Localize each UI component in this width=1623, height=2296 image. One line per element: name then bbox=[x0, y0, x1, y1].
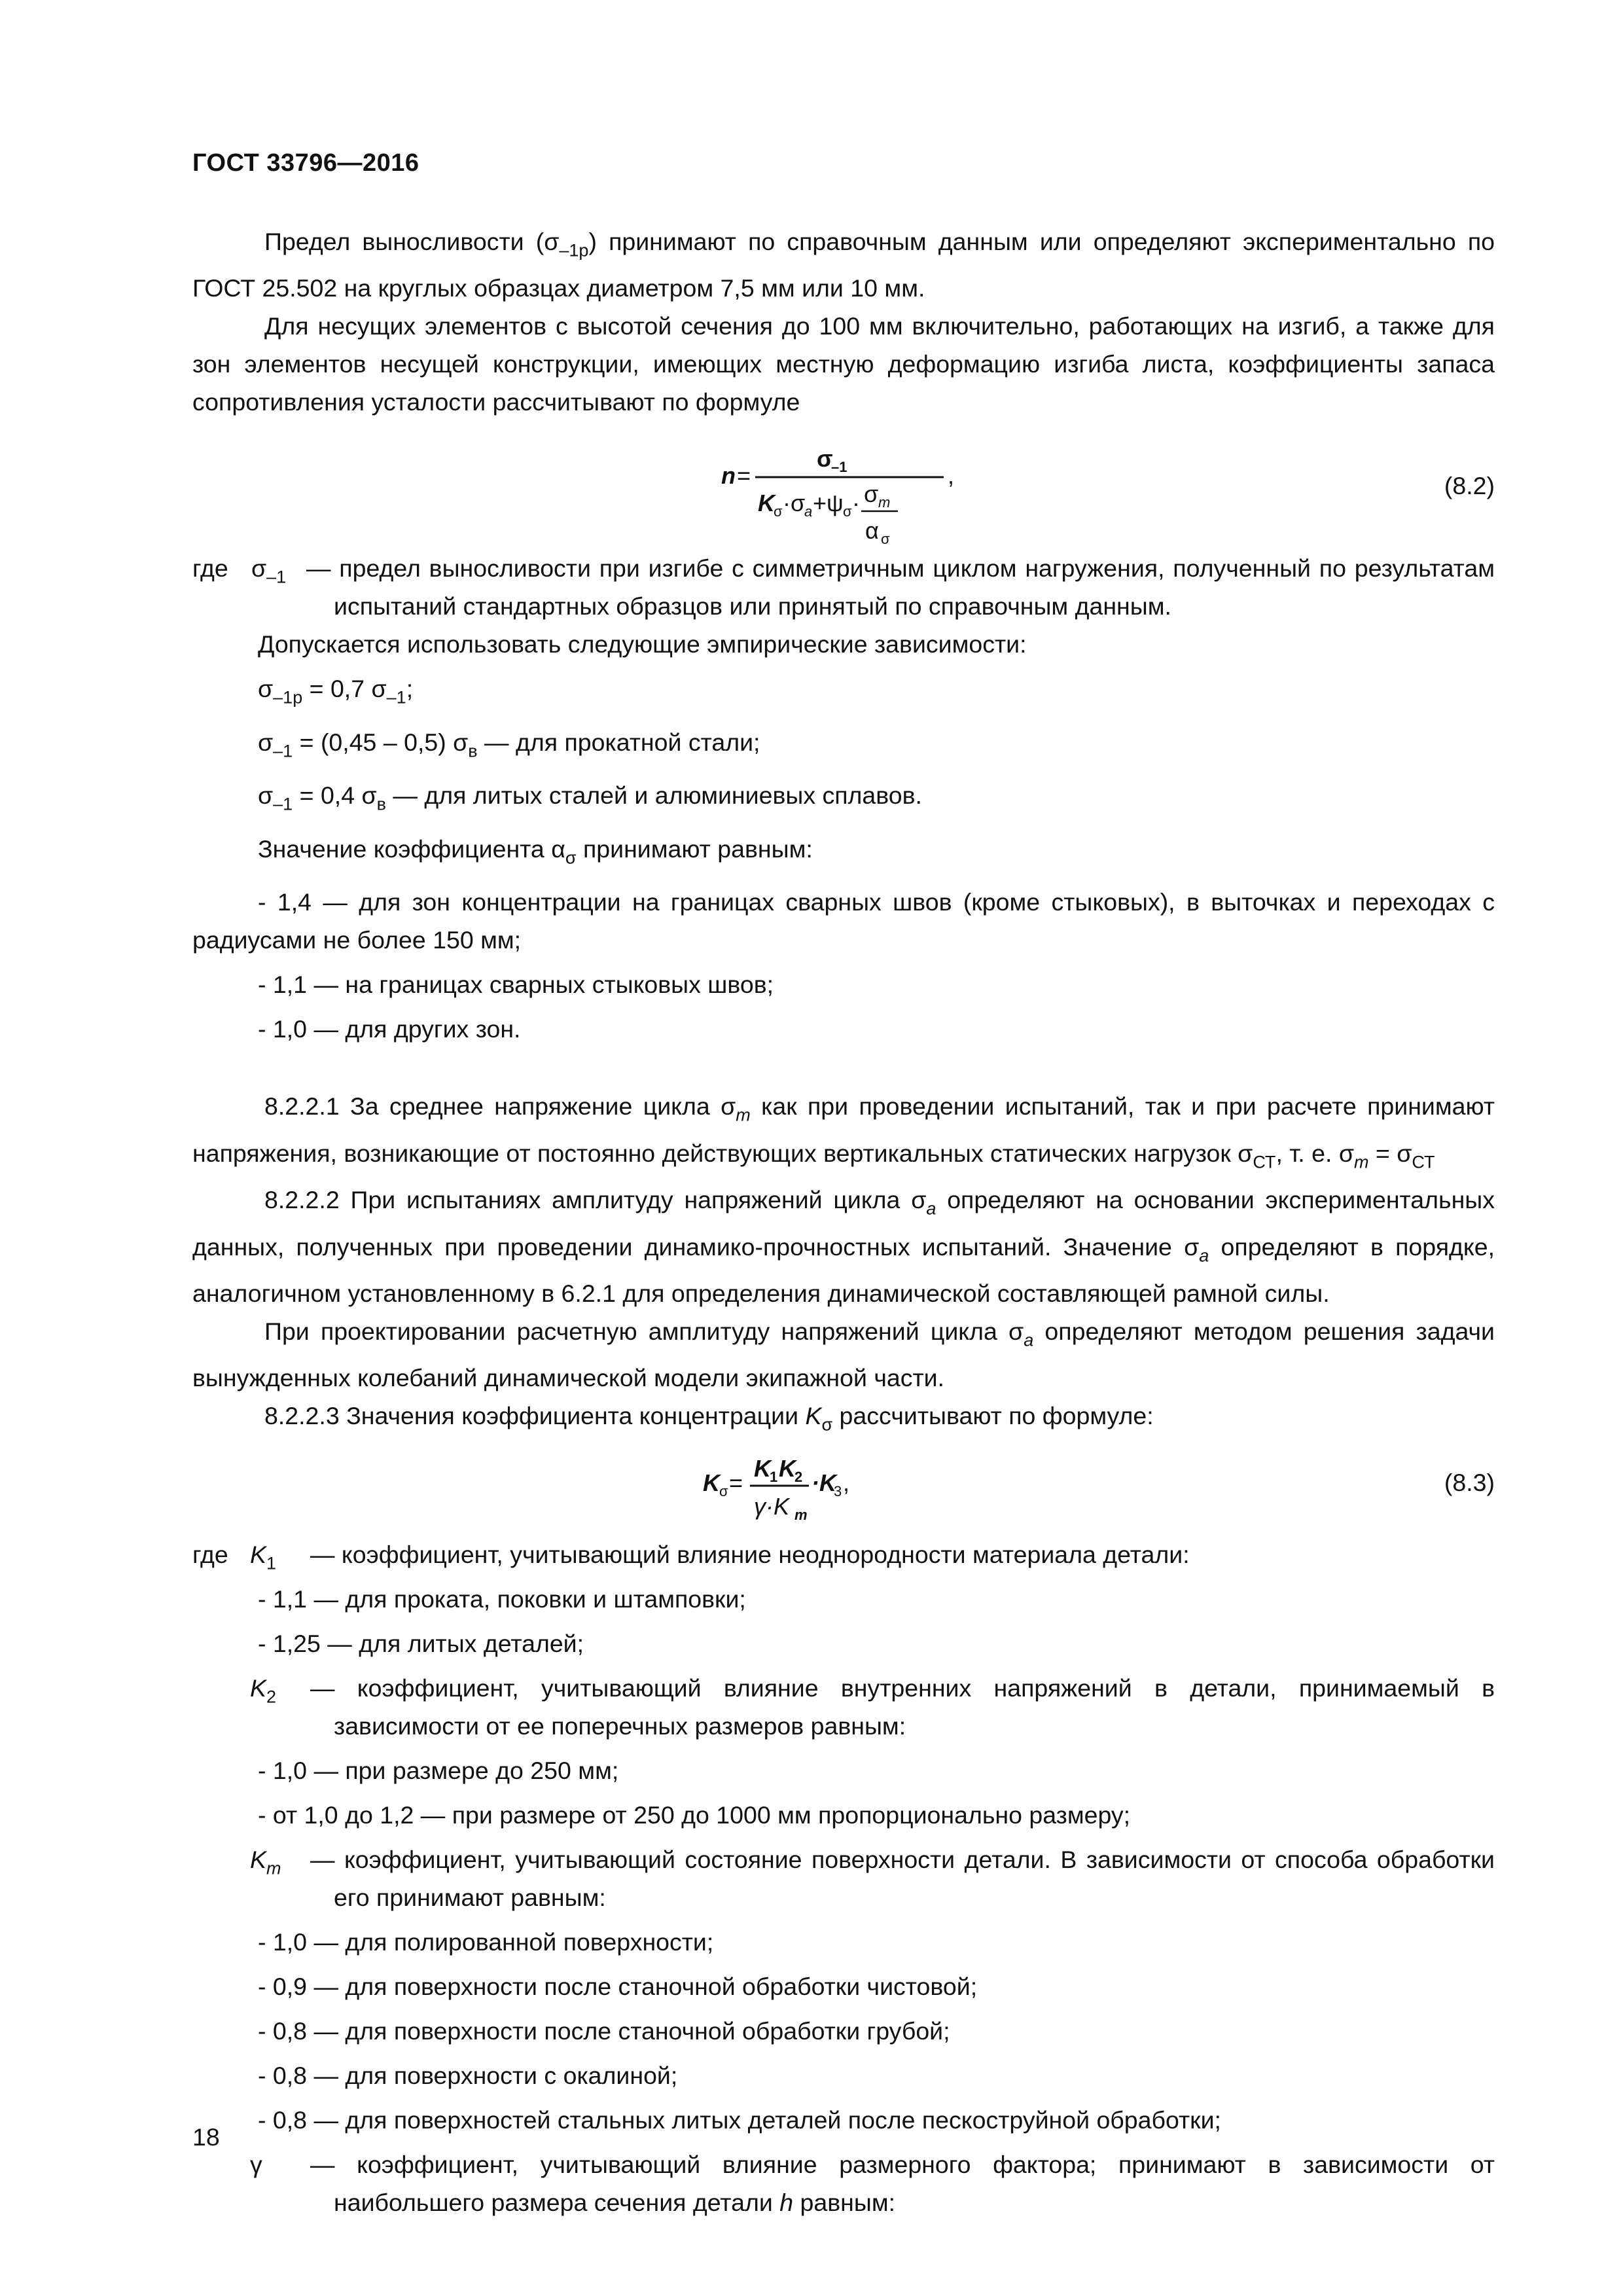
f1-numerator-sub: –1 bbox=[831, 459, 847, 476]
alpha-item-1: - 1,4 — для зон концентрации на границах сварных швов (кроме стыковых), в выточках и переходах с радиусами не более 150 мм; bbox=[192, 888, 1495, 954]
page-number: 18 bbox=[192, 2123, 220, 2151]
f2-den-sub: m bbox=[794, 1506, 808, 1523]
alpha-item-2: - 1,1 — на границах сварных стыковых швов; bbox=[258, 971, 774, 999]
f1-den-dot: · bbox=[852, 490, 860, 517]
f2-num-k2: K bbox=[779, 1454, 796, 1482]
f2-num-k2-sub: 2 bbox=[794, 1468, 803, 1485]
standard-header: ГОСТ 33796—2016 bbox=[192, 149, 419, 177]
f1-inner-num: σ bbox=[864, 480, 879, 508]
f1-inner-den-sub: σ bbox=[881, 531, 890, 548]
empirical-3: $\sigma_{-1} = 0,4$ $\sigma_в$ — для литых сталей и алюминиевых сплавов. bbox=[258, 781, 922, 814]
formula-8-3-expression bbox=[703, 1450, 912, 1535]
k2-item-2: - от 1,0 до 1,2 — при размере от 250 до 1000 мм пропорционально размеру; bbox=[258, 1801, 1131, 1829]
paragraph-endurance-limit: Предел выносливости $(\sigma_{-1p})$ принимают по справочным данным или определяют экспериментально по ГОСТ 25.502 на круглых образцах диаметром 7,5 мм или 10 мм. bbox=[192, 228, 1495, 302]
formula-8-2-number: (8.2) bbox=[1444, 472, 1495, 500]
section-8-2-2-2: 8.2.2.2 При испытаниях амплитуду напряжений цикла $\sigma_a$ определяют на основании экспериментальных данных, полученных при проведении динамико-прочностных испытаний. Значение $\sigma_a$ определяют в порядке, аналогичном установленному в 6.2.1 для определения динамической составляющей рамной силы. bbox=[192, 1186, 1495, 1307]
f1-inner-den: α bbox=[865, 517, 879, 545]
f1-inner-num-sub: m bbox=[878, 494, 891, 511]
f1-den-k: K bbox=[758, 490, 775, 517]
km-item-2: - 0,9 — для поверхности после станочной обработки чистовой; bbox=[258, 1972, 978, 2000]
f2-comma: , bbox=[843, 1469, 850, 1496]
k1-definition: где $K_1$ — коэффициент, учитывающий влияние неоднородности материала детали: bbox=[192, 1540, 1190, 1573]
section-8-2-2-3: 8.2.2.3 Значения коэффициента концентрации $K_\sigma$ рассчитывают по формуле: bbox=[264, 1402, 1154, 1435]
f1-eq: = bbox=[737, 462, 751, 490]
f1-n: n bbox=[721, 462, 736, 490]
km-item-5: - 0,8 — для поверхностей стальных литых деталей после пескоструйной обработки; bbox=[258, 2106, 1221, 2134]
where-sigma-definition: где $\sigma_{-1}$ — предел выносливости при изгибе с симметричным циклом нагружения, полученный по результатам испытаний стандартных образцов или принятый по справочным данным. bbox=[192, 554, 1495, 620]
k2-definition: $K_2$ — коэффициент, учитывающий влияние внутренних напряжений в детали, принимаемый в зависимости от ее поперечных размеров равным: bbox=[250, 1674, 1495, 1740]
alpha-value-intro: Значение коэффициента $\alpha_\sigma$ принимают равным: bbox=[258, 834, 813, 868]
formula-8-3-number: (8.3) bbox=[1444, 1468, 1495, 1496]
f2-mult: ·K bbox=[812, 1469, 836, 1496]
page-content bbox=[192, 223, 1495, 2221]
paragraph-design: При проектировании расчетную амплитуду напряжений цикла $\sigma_a$ определяют методом решения задачи вынужденных колебаний динамической модели экипажной части. bbox=[192, 1317, 1495, 1392]
formula-8-2-expression bbox=[721, 434, 996, 558]
f1-den-psi: +ψ bbox=[813, 490, 844, 517]
km-item-4: - 0,8 — для поверхности с окалиной; bbox=[258, 2061, 678, 2089]
paragraph-bearing-elements: Для несущих элементов с высотой сечения до 100 мм включительно, работающих на изгиб, а также для зон элементов несущей конструкции, имеющих местную деформацию изгиба листа, коэффициенты запаса сопротивления усталости рассчитывают по формуле bbox=[192, 312, 1495, 416]
f2-lhs-sub: σ bbox=[719, 1482, 728, 1499]
f2-mult-sub: 3 bbox=[834, 1482, 842, 1499]
f2-lhs: K bbox=[703, 1469, 720, 1496]
k1-item-2: - 1,25 — для литых деталей; bbox=[258, 1629, 584, 1657]
alpha-item-3: - 1,0 — для других зон. bbox=[258, 1015, 521, 1043]
section-8-2-2-1: 8.2.2.1 За среднее напряжение цикла $\sigma_m$ как при проведении испытаний, так и при расчете принимают напряжения, возникающие от постоянно действующих вертикальных статических нагрузок $\sigma_{СТ}$, т. е. $\sigma_m = \sigma_{СТ}$ bbox=[192, 1092, 1495, 1172]
f1-den-k-sub: σ bbox=[774, 503, 783, 520]
f2-eq: = bbox=[729, 1469, 743, 1496]
f1-den-psi-sub: σ bbox=[843, 503, 852, 520]
empirical-1: $\sigma_{-1p} = 0,7$ $\sigma_{-1}$; bbox=[258, 675, 414, 708]
f1-den-sigma-sub: a bbox=[804, 503, 813, 520]
formula-8-3 bbox=[192, 1444, 1495, 1535]
formula-8-2 bbox=[192, 421, 1495, 549]
f1-numerator: σ bbox=[817, 445, 833, 473]
empirical-2: $\sigma_{-1} = (0,45 - 0,5)$ $\sigma_в$ — для прокатной стали; bbox=[258, 728, 760, 761]
f2-num-k1: K bbox=[754, 1454, 771, 1482]
f2-den: γ·K bbox=[754, 1492, 789, 1520]
f1-comma: , bbox=[948, 462, 955, 490]
gamma-definition: γ — коэффициент, учитывающий влияние размерного фактора; принимают в зависимости от наибольшего размера сечения детали h равным: bbox=[250, 2150, 1495, 2216]
km-definition: $K_m$ — коэффициент, учитывающий состояние поверхности детали. В зависимости от способа обработки его принимают равным: bbox=[250, 1845, 1495, 1911]
f2-num-k1-sub: 1 bbox=[770, 1468, 778, 1485]
paragraph-empirical: Допускается использовать следующие эмпирические зависимости: bbox=[258, 630, 1027, 658]
km-item-1: - 1,0 — для полированной поверхности; bbox=[258, 1928, 714, 1956]
k2-item-1: - 1,0 — при размере до 250 мм; bbox=[258, 1756, 619, 1784]
k1-item-1: - 1,1 — для проката, поковки и штамповки; bbox=[258, 1585, 746, 1613]
km-item-3: - 0,8 — для поверхности после станочной обработки грубой; bbox=[258, 2017, 950, 2045]
f1-den-sigma: ·σ bbox=[783, 490, 806, 517]
